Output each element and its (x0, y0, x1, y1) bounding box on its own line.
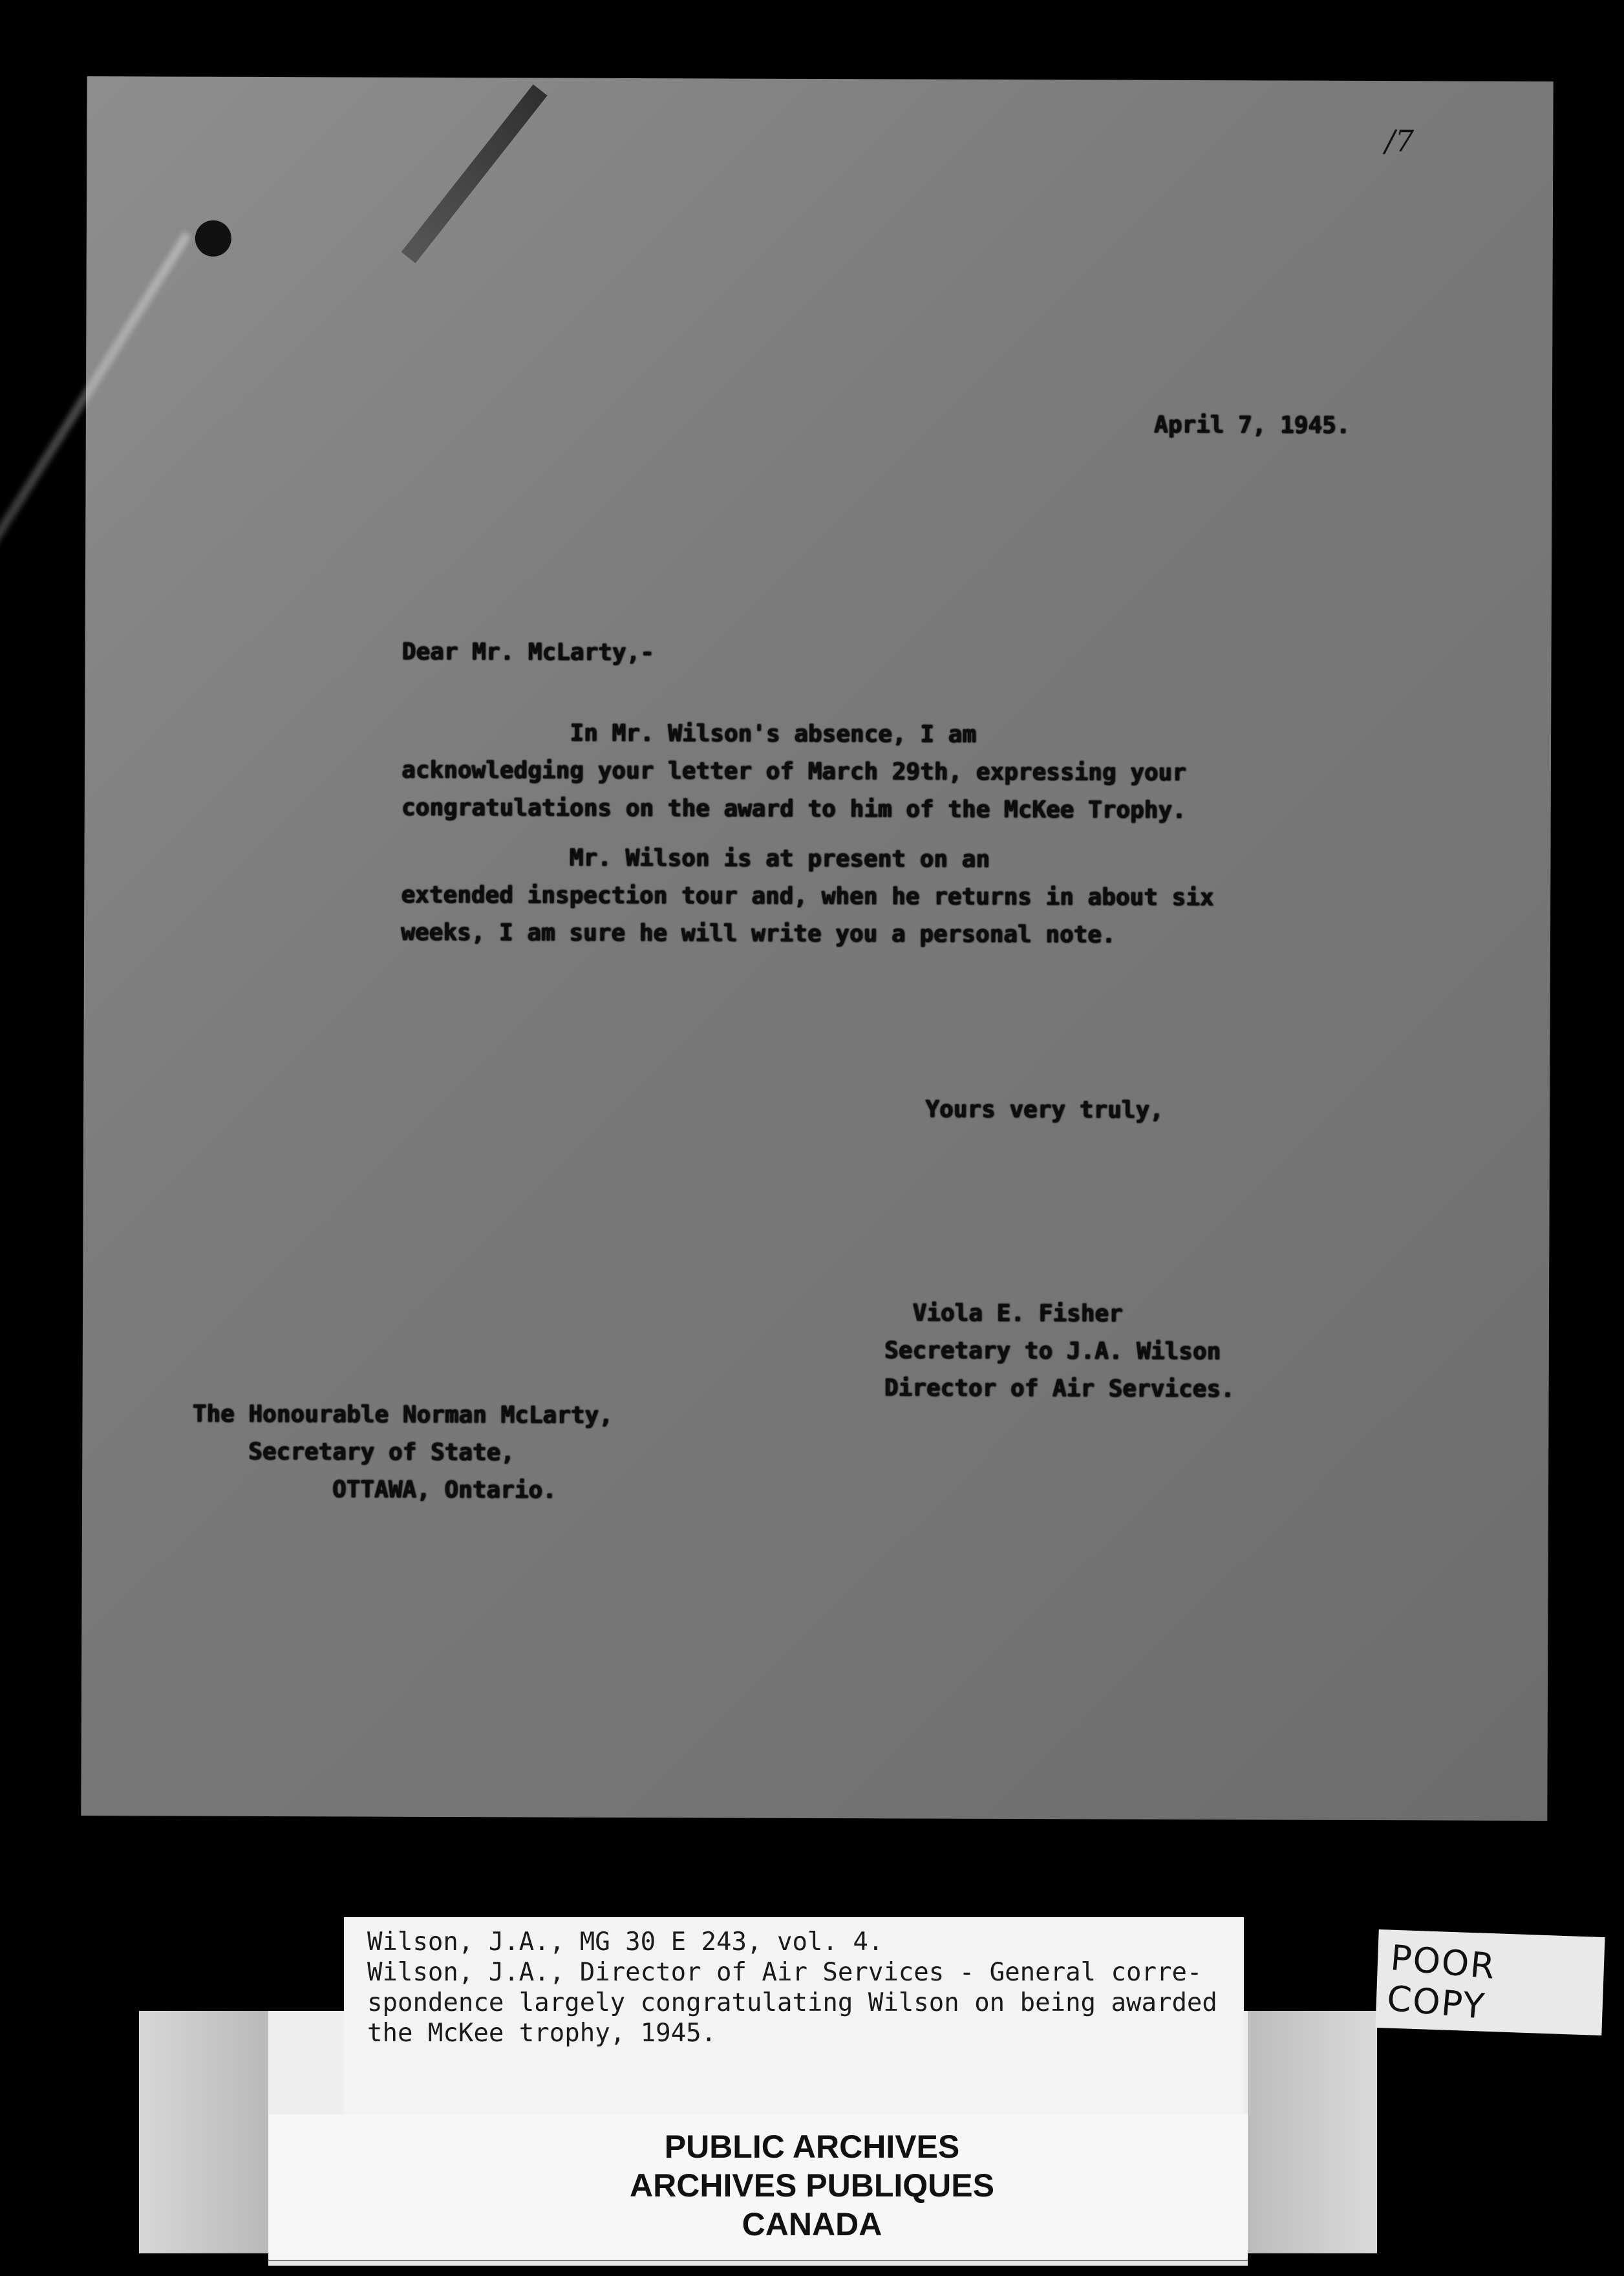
stamp-bottom-strip (268, 2260, 1248, 2266)
archive-label-text: Wilson, J.A., MG 30 E 243, vol. 4. Wilson, J.A., Director of Air Services - General corre- spondence largely congratulating Wilson on being awarded the McKee trophy, 1945. (367, 1927, 1217, 2048)
paper-tear (401, 84, 548, 263)
stamp-line-2: ARCHIVES PUBLIQUES (630, 2167, 994, 2204)
scan-glare (0, 232, 191, 959)
page-number: /7 (1385, 123, 1415, 159)
addressee-block: The Honourable Norman McLarty, Secretary of State, OTTAWA, Ontario. (192, 1401, 613, 1504)
stamp-line-1: PUBLIC ARCHIVES (664, 2129, 960, 2165)
letter-date: April 7, 1945. (1153, 411, 1351, 439)
letter-sheet (81, 76, 1553, 1821)
signature-block: Viola E. Fisher Secretary to J.A. Wilson Director of Air Services. (884, 1300, 1235, 1403)
stamp-line-3: CANADA (742, 2206, 882, 2242)
body-paragraph-2: Mr. Wilson is at present on an extended inspection tour and, when he returns in about six weeks, I am sure he will write you a personal note. (401, 844, 1214, 949)
body-paragraph-1: In Mr. Wilson's absence, I am acknowledging your letter of March 29th, expressing your congratulations on the award to him of the McKee Trophy. (401, 719, 1186, 824)
poor-copy-text: POOR COPY (1385, 1937, 1498, 2027)
closing: Yours very truly, (925, 1096, 1164, 1124)
punch-hole (195, 220, 231, 257)
salutation: Dear Mr. McLarty,- (401, 638, 654, 667)
poor-copy-note (1375, 1929, 1605, 2035)
